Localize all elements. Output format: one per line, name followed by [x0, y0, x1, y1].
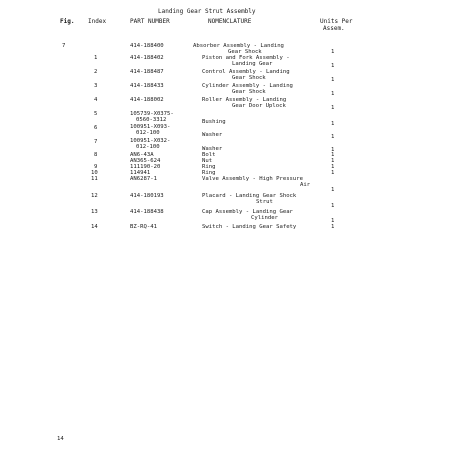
row-nomenclature-cont: Landing Gear	[232, 61, 273, 67]
row-nomenclature: Cylinder Assembly - Landing	[202, 83, 293, 89]
row-nomenclature: Roller Assembly - Landing	[202, 97, 287, 103]
row-units: 1	[331, 147, 335, 153]
row-units: 1	[331, 49, 335, 55]
row-units: 1	[331, 170, 335, 176]
row-units: 1	[331, 105, 335, 111]
row-nomenclature: Bolt	[202, 152, 216, 158]
header-part-number: PART NUMBER	[130, 18, 170, 25]
row-nomenclature: Control Assembly - Landing	[202, 69, 290, 75]
row-units: 1	[331, 218, 335, 224]
row-index: 7	[94, 139, 98, 145]
row-part-number: AN6-43A	[130, 152, 154, 158]
row-nomenclature-cont: Gear Door Uplock	[232, 103, 286, 109]
row-nomenclature: Placard - Landing Gear Shock	[202, 193, 297, 199]
row-nomenclature-cont: Cylinder	[251, 215, 278, 221]
row-part-number-cont: 012-100	[136, 144, 160, 150]
row-part-number: 414-188438	[130, 209, 164, 215]
row-index: 8	[94, 152, 98, 158]
row-index: 6	[94, 125, 98, 131]
row-units: 1	[331, 63, 335, 69]
row-index: 13	[91, 209, 98, 215]
figure-number: 7	[62, 43, 66, 49]
row-index: 5	[94, 111, 98, 117]
row-part-number: 414-188487	[130, 69, 164, 75]
row-index: 9	[94, 164, 98, 170]
row-units: 1	[331, 187, 335, 193]
row-units: 1	[331, 121, 335, 127]
row-nomenclature-cont: Gear Shock	[232, 89, 266, 95]
row-index: 3	[94, 83, 98, 89]
row-nomenclature-cont: Air	[300, 182, 311, 188]
row-index: 4	[94, 97, 98, 103]
row-part-number: 100951-X093-	[130, 124, 171, 130]
row-part-number-cont: 0560-3312	[136, 117, 167, 123]
row-part-number: 114941	[130, 170, 151, 176]
row-part-number: AN365-624	[130, 158, 161, 164]
row-nomenclature: Washer	[202, 132, 223, 138]
row-index: 2	[94, 69, 98, 75]
row-nomenclature: Valve Assembly - High Pressure	[202, 176, 304, 182]
row-nomenclature: Nut	[202, 158, 213, 164]
row-units: 1	[331, 134, 335, 140]
row-nomenclature: Bushing	[202, 119, 226, 125]
page-title: Landing Gear Strut Assembly	[158, 8, 256, 15]
row-part-number: 414-180193	[130, 193, 164, 199]
row-part-number: 414-188002	[130, 97, 164, 103]
row-index: 1	[94, 55, 98, 61]
row-units: 1	[331, 164, 335, 170]
row-nomenclature: Washer	[202, 146, 223, 152]
row-part-number: 100951-X032-	[130, 138, 171, 144]
row-units: 1	[331, 158, 335, 164]
row-nomenclature-cont: Gear Shock	[232, 75, 266, 81]
row-units: 1	[331, 77, 335, 83]
row-part-number: 105739-X0375-	[130, 111, 174, 117]
row-part-number: BZ-RQ-41	[130, 224, 157, 230]
row-nomenclature: Cap Assembly - Landing Gear	[202, 209, 293, 215]
header-units-line1: Units Per	[320, 18, 353, 25]
row-index: 14	[91, 224, 98, 230]
row-units: 1	[331, 91, 335, 97]
row-part-number: 414-188400	[130, 43, 164, 49]
row-part-number-cont: 012-100	[136, 130, 160, 136]
row-part-number: 111190-20	[130, 164, 161, 170]
row-units: 1	[331, 224, 335, 230]
page-number: 14	[57, 436, 64, 442]
row-index: 11	[91, 176, 98, 182]
header-units-line2: Assem.	[323, 24, 345, 32]
row-nomenclature: Switch - Landing Gear Safety	[202, 224, 297, 230]
row-nomenclature-cont: Gear Shock	[228, 49, 262, 55]
row-units: 1	[331, 152, 335, 158]
row-part-number: 414-188402	[130, 55, 164, 61]
header-fig: Fig.	[60, 18, 75, 25]
row-nomenclature: Ring	[202, 164, 216, 170]
header-index: Index	[88, 18, 107, 25]
row-index: 12	[91, 193, 98, 199]
row-index: 10	[91, 170, 98, 176]
row-part-number: AN6287-1	[130, 176, 157, 182]
row-nomenclature: Piston and Fork Assembly -	[202, 55, 290, 61]
row-nomenclature: Ring	[202, 170, 216, 176]
row-nomenclature-cont: Strut	[256, 199, 273, 205]
header-nomenclature: NOMENCLATURE	[208, 18, 252, 25]
row-nomenclature: Absorber Assembly - Landing	[193, 43, 284, 49]
row-part-number: 414-188433	[130, 83, 164, 89]
row-units: 1	[331, 203, 335, 209]
